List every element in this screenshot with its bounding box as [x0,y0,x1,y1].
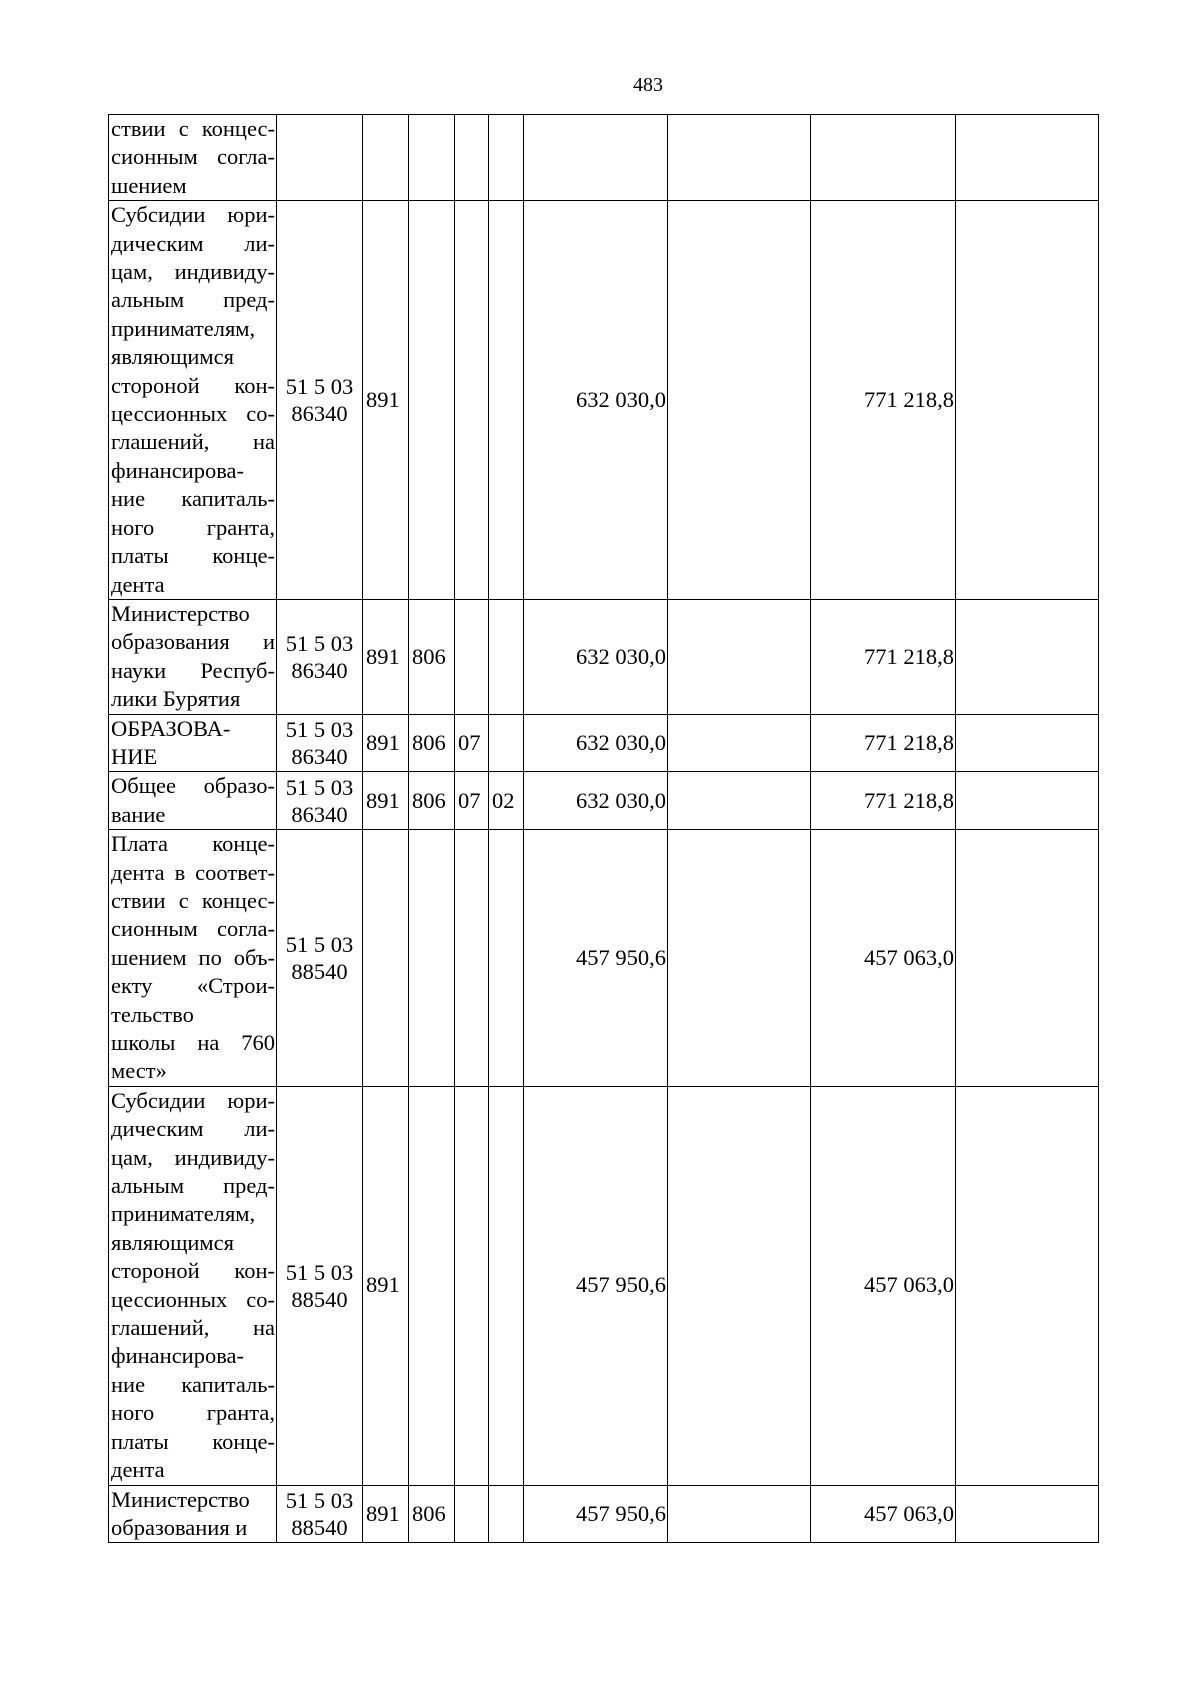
amount-cell-4 [956,772,1099,830]
section-cell [455,115,489,201]
target-article-cell [277,830,363,1087]
name-line: финансирова- [111,457,245,483]
section-cell: 07 [455,772,489,830]
name-line: цессионных со- [111,401,275,427]
table-row [109,772,1099,830]
amount-cell-2 [668,772,811,830]
grbs-cell: 891 [363,1485,409,1543]
target-article-line: 88540 [291,1514,348,1540]
table-row [109,115,1099,201]
target-article-line: 51 5 03 [285,774,354,800]
row-name-cell [109,772,277,830]
amount-cell-3: 771 218,8 [811,714,956,772]
grbs-cell [363,115,409,201]
name-line: образования и [111,1514,248,1540]
department-cell [409,1086,455,1485]
name-line: шением [111,172,187,198]
grbs-cell: 891 [363,1086,409,1485]
target-article-cell [277,1485,363,1543]
table-row [109,714,1099,772]
table-row [109,1086,1099,1485]
name-line: екту «Строи- [111,973,275,999]
target-article-cell [277,201,363,600]
target-article-line: 51 5 03 [285,630,354,656]
page-number: 483 [633,74,663,96]
name-line: Субсидии юри- [111,1087,275,1113]
row-name-cell [109,1086,277,1485]
table-row [109,1485,1099,1543]
target-article-line: 51 5 03 [285,1487,354,1513]
name-line: стороной кон- [111,1258,275,1284]
amount-cell-1: 632 030,0 [524,599,668,714]
table-body [109,115,1099,1543]
target-article-cell [277,714,363,772]
target-article-line: 88540 [291,1286,348,1312]
name-line: глашений, на [111,1315,275,1341]
amount-cell-1: 457 950,6 [524,1485,668,1543]
name-line: ствии с концес- [111,116,275,141]
name-line: глашений, на [111,429,275,455]
name-line: дента [111,1457,165,1483]
grbs-cell: 891 [363,599,409,714]
department-cell [409,201,455,600]
amount-cell-1: 632 030,0 [524,772,668,830]
subsection-cell [489,201,524,600]
amount-cell-3: 457 063,0 [811,830,956,1087]
amount-cell-4 [956,714,1099,772]
section-cell [455,599,489,714]
name-line: дента [111,571,165,597]
section-cell [455,1485,489,1543]
target-article-line: 51 5 03 [285,1259,354,1285]
target-article-line: 86340 [291,743,348,769]
amount-cell-2 [668,714,811,772]
subsection-cell [489,714,524,772]
section-cell [455,201,489,600]
target-article-line: 51 5 03 [285,374,354,400]
name-line: принимателям, [111,1201,256,1227]
target-article-cell [277,772,363,830]
amount-cell-2 [668,1485,811,1543]
target-article-line: 88540 [291,958,348,984]
row-name-cell [109,599,277,714]
name-line: цам, индивиду- [111,1144,275,1170]
name-line: дента в соответ- [111,859,275,885]
name-line: ние капиталь- [111,1371,275,1397]
target-article-line: 86340 [291,657,348,683]
name-line: платы конце- [111,543,275,569]
amount-cell-1 [524,115,668,201]
name-line: Субсидии юри- [111,202,275,228]
row-name-cell [109,830,277,1087]
name-line: цессионных со- [111,1286,275,1312]
name-line: мест» [111,1058,167,1084]
row-name-cell [109,714,277,772]
name-line: ного гранта, [111,514,275,540]
name-line: ствии с концес- [111,887,275,913]
amount-cell-4 [956,1086,1099,1485]
target-article-line: 86340 [291,401,348,427]
amount-cell-2 [668,201,811,600]
grbs-cell: 891 [363,772,409,830]
subsection-cell [489,1485,524,1543]
amount-cell-4 [956,201,1099,600]
amount-cell-1: 457 950,6 [524,1086,668,1485]
table-row [109,201,1099,600]
table-row [109,599,1099,714]
name-line: Министерство [111,1486,250,1512]
subsection-cell [489,1086,524,1485]
subsection-cell [489,830,524,1087]
name-line: тельство [111,1001,194,1027]
subsection-cell: 02 [489,772,524,830]
target-article-cell [277,599,363,714]
name-line: сионным согла- [111,144,275,170]
name-line: альным пред- [111,287,275,313]
name-line: образования и [111,629,275,655]
amount-cell-3: 457 063,0 [811,1485,956,1543]
name-line: ного гранта, [111,1400,275,1426]
target-article-line: 51 5 03 [285,931,354,957]
table-row [109,830,1099,1087]
department-cell: 806 [409,714,455,772]
name-line: вание [111,801,166,827]
amount-cell-3: 771 218,8 [811,201,956,600]
name-line: лики Бурятия [111,686,241,712]
name-line: сионным согла- [111,916,275,942]
amount-cell-4 [956,1485,1099,1543]
name-line: ние капиталь- [111,486,275,512]
department-cell [409,115,455,201]
amount-cell-1: 457 950,6 [524,830,668,1087]
grbs-cell: 891 [363,714,409,772]
amount-cell-4 [956,830,1099,1087]
budget-table [108,114,1099,1543]
target-article-cell [277,115,363,201]
name-line: дическим ли- [111,230,275,256]
target-article-line: 51 5 03 [285,716,354,742]
amount-cell-3: 457 063,0 [811,1086,956,1485]
amount-cell-1: 632 030,0 [524,714,668,772]
grbs-cell: 891 [363,201,409,600]
amount-cell-2 [668,1086,811,1485]
name-line: являющимся [111,1229,235,1255]
amount-cell-2 [668,830,811,1087]
department-cell: 806 [409,772,455,830]
section-cell [455,830,489,1087]
amount-cell-2 [668,115,811,201]
name-line: Министерство [111,600,250,626]
amount-cell-4 [956,599,1099,714]
name-line: Общее образо- [111,773,275,799]
amount-cell-1: 632 030,0 [524,201,668,600]
target-article-line: 86340 [291,801,348,827]
name-line: ОБРАЗОВА- [111,715,231,741]
name-line: финансирова- [111,1343,245,1369]
subsection-cell [489,115,524,201]
name-line: принимателям, [111,315,256,341]
grbs-cell [363,830,409,1087]
department-cell: 806 [409,1485,455,1543]
amount-cell-4 [956,115,1099,201]
name-line: альным пред- [111,1173,275,1199]
amount-cell-3 [811,115,956,201]
name-line: платы конце- [111,1428,275,1454]
name-line: стороной кон- [111,372,275,398]
section-cell [455,1086,489,1485]
name-line: НИЕ [111,743,158,769]
name-line: школы на 760 [111,1030,275,1055]
row-name-cell [109,1485,277,1543]
amount-cell-2 [668,599,811,714]
amount-cell-3: 771 218,8 [811,599,956,714]
amount-cell-3: 771 218,8 [811,772,956,830]
name-line: шением по объ- [111,944,275,970]
row-name-cell [109,201,277,600]
name-line: дическим ли- [111,1116,275,1142]
target-article-cell [277,1086,363,1485]
department-cell: 806 [409,599,455,714]
name-line: цам, индивиду- [111,259,275,285]
department-cell [409,830,455,1087]
row-name-cell [109,115,277,201]
name-line: Плата конце- [111,831,275,857]
section-cell: 07 [455,714,489,772]
name-line: являющимся [111,344,235,370]
name-line: науки Респуб- [111,657,275,683]
subsection-cell [489,599,524,714]
